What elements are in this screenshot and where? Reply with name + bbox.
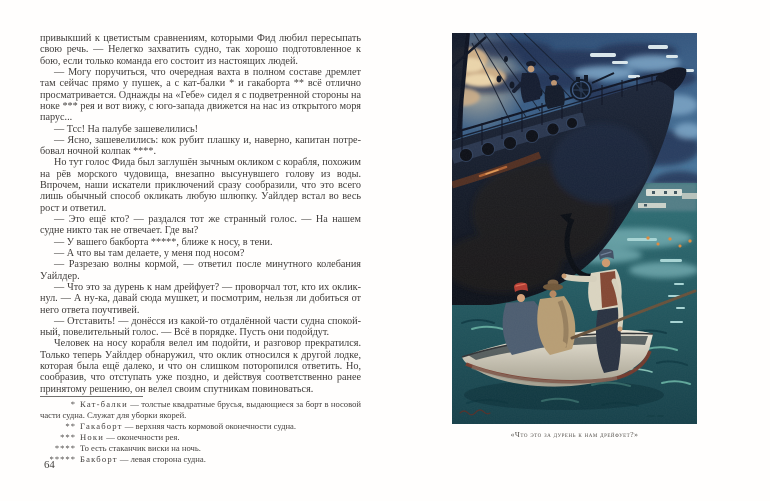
footnote-text: — левая сторона судна. bbox=[117, 453, 206, 464]
footnote-term: Кат-балки bbox=[80, 399, 128, 409]
footnote-text: — оконечности рея. bbox=[104, 431, 180, 442]
body-paragraph: — Это ещё кто? — раздался тот же странный голос. — На нашем судне никто так не отвечает. Где вы? bbox=[40, 214, 361, 237]
footnote-text: — верхняя часть кормовой оконечности судна. bbox=[122, 420, 297, 431]
footnote-marker: ** bbox=[65, 420, 76, 431]
body-text-column bbox=[40, 33, 361, 395]
footnote-marker: ***** bbox=[49, 453, 76, 464]
footnote-text: То есть стаканчик виски на ночь. bbox=[80, 442, 201, 453]
footnotes-block bbox=[40, 399, 361, 464]
body-paragraph: привыкший к цветистым сравнениям, которыми Фид любил пересыпать свою речь. — Нелегко захватить судно, так хорошо подготовленное к бою, если только команда его состоит из настоящих людей. bbox=[40, 33, 361, 67]
body-paragraph: — Разрезаю волны кормой, — ответил после минутного колебания Уайлдер. bbox=[40, 259, 361, 282]
body-paragraph: — Отставить! — донёсся из какой-то отдалённой части судна спокойный, повелительный голос. — Всё в порядке. Пусть они подойдут. bbox=[40, 315, 361, 339]
footnote-marker: **** bbox=[54, 442, 76, 453]
footnote bbox=[40, 399, 361, 421]
footnote bbox=[40, 421, 361, 432]
body-paragraph: — Тсс! На палубе зашевелились! bbox=[54, 123, 199, 135]
body-paragraph: — У вашего бакборта *****, ближе к носу, в тени. bbox=[54, 236, 273, 248]
body-paragraph: — Что это за дурень к нам дрейфует? — проворчал тот, кто их окликнул. — А ну-ка, давай сюда мушкет, и посмотрим, нельзя ли добиться от него ответа поучтивей. bbox=[40, 281, 361, 316]
body-paragraph: Но тут голос Фида был заглушён зычным окликом с корабля, похожим на рёв морского чудовища, внезапно высунувшего голову из воды. Впрочем, наши искатели приключений сразу сообразили, что это всего лишь обычный способ окликать любую шлюпку. Уайлдер встал во весь рост и ответил. bbox=[40, 157, 361, 214]
footnote-separator bbox=[40, 396, 143, 397]
footnote bbox=[40, 432, 361, 443]
body-paragraph: — Ясно, зашевелились: кок рубит плашку и, наверно, капитан потребовал ночной колпак ****. bbox=[40, 134, 361, 158]
illustration-caption: «Что это за дурень к нам дрейфует?» bbox=[510, 430, 639, 439]
footnote-term: Ноки bbox=[80, 431, 105, 442]
footnote bbox=[40, 443, 361, 454]
book-illustration bbox=[452, 33, 697, 424]
page-number: 64 bbox=[44, 459, 55, 471]
body-paragraph: — Могу поручиться, что очередная вахта в полном составе дремлет там сейчас прямо у пушек, а с кат-балки * и гакаборта ** всё отлично просматривается. Однажды на «Гебе» сидел я с подветренной стороны на ноке *** рея и вот вижу, с юго-запада движется на нас из открытого моря парус... bbox=[40, 66, 361, 124]
footnote-term: Бакборт bbox=[80, 453, 118, 464]
footnote-marker: *** bbox=[60, 431, 76, 442]
body-paragraph: — А что вы там делаете, у меня под носом? bbox=[54, 247, 245, 259]
footnote-text: — толстые квадратные брусья, выдающиеся за борт в носовой части судна. Служат для уборки якорей. bbox=[40, 399, 361, 420]
footnote-term: Гакаборт bbox=[80, 420, 123, 431]
footnote bbox=[40, 454, 361, 465]
canvas-texture bbox=[452, 33, 697, 424]
footnote-marker: * bbox=[70, 399, 76, 409]
body-paragraph: Человек на носу корабля велел им подойти, и разговор прекратился. Только теперь Уайлдер обнаружил, что оклик относился к другой лодке, которая была ещё далеко, и что он слишком поторопился ответить. Но, сообразив, что отступать уже поздно, и действуя соответственно ранее принятому решению, он велел своим спутникам повиноваться. bbox=[40, 338, 361, 395]
